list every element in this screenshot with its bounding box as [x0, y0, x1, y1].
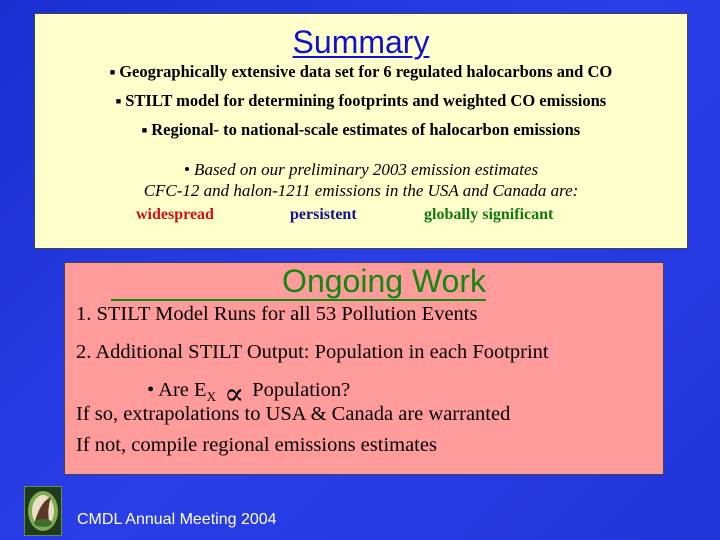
cmdl-logo-graphic [25, 487, 61, 535]
summary-title: Summary [292, 24, 430, 60]
ongoing-item-1: 1. STILT Model Runs for all 53 Pollution Events [76, 303, 478, 325]
square-bullet-icon: ■ [115, 96, 122, 107]
keyword-globally-significant: globally significant [424, 206, 554, 223]
square-bullet-icon: ■ [141, 125, 148, 136]
summary-bullet: ■ Regional- to national-scale estimates of halocarbon emissions [141, 120, 581, 139]
summary-bullet: ■ STILT model for determining footprints and weighted CO emissions [115, 91, 607, 110]
ongoing-sub-bullet: • Are $E_X$ ∝ Population? [147, 377, 351, 412]
proportional-to-icon: ∝ [223, 377, 245, 412]
ongoing-item-2: 2. Additional STILT Output: Population in each Footprint [76, 341, 549, 363]
emission-estimates-note [35, 159, 687, 201]
summary-bullet: ■ Geographically extensive data set for 6 regulated halocarbons and CO [109, 62, 613, 81]
keyword-persistent: persistent [290, 206, 357, 223]
estimates-line-2: CFC-12 and halon-1211 emissions in the USA and Canada are: [143, 181, 579, 200]
summary-bullet-list [35, 62, 687, 149]
cmdl-logo-icon [24, 486, 62, 536]
footer-meeting-label: CMDL Annual Meeting 2004 [77, 511, 277, 528]
ongoing-if-not: If not, compile regional emissions estimates [76, 434, 437, 456]
summary-box [34, 13, 688, 249]
ongoing-work-box [64, 262, 664, 475]
ongoing-work-title: Ongoing Work [111, 263, 486, 301]
square-bullet-icon: ■ [109, 67, 116, 78]
ongoing-if-so: If so, extrapolations to USA & Canada are warranted [76, 403, 511, 425]
estimates-line-1: • Based on our preliminary 2003 emission estimates [183, 160, 539, 179]
keyword-widespread: widespread [136, 206, 214, 223]
